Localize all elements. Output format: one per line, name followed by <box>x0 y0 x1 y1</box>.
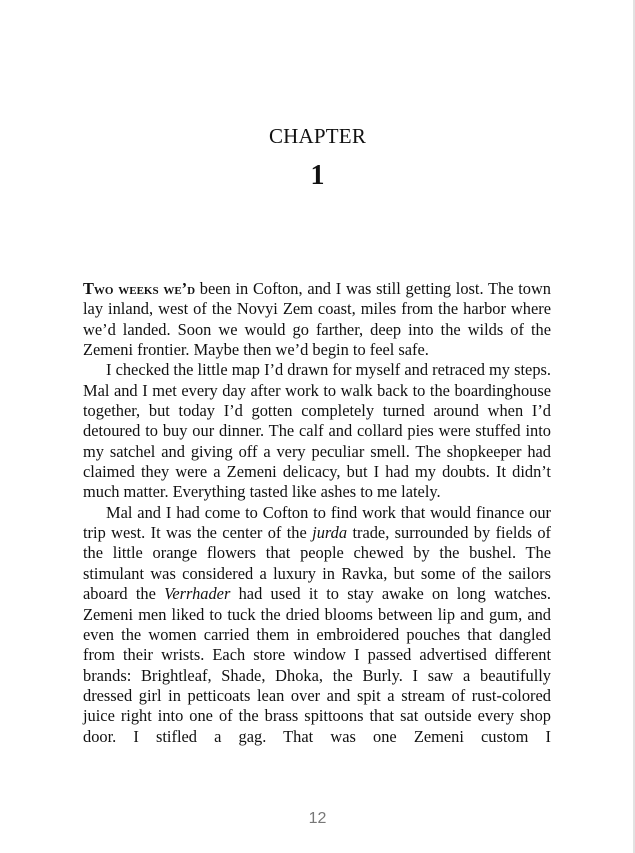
page-number: 12 <box>308 810 327 827</box>
paragraph-2: I checked the little map I’d drawn for myself and retraced my steps. Mal and I met every day after work to walk back to the boardinghouse together, but today I’d gotten completely turned around when I’d detoured to buy our dinner. The calf and collard pies were stuffed into my satchel and giving off a very peculiar smell. The shopkeeper had claimed they were a Zemeni delicacy, but I had my doubts. It didn’t much matter. Everything tasted like ashes to me lately. <box>83 360 551 502</box>
italic-term-jurda: jurda <box>312 523 348 543</box>
lead-in-text: Two weeks we’d <box>83 279 196 298</box>
chapter-label: CHAPTER <box>268 124 367 148</box>
paragraph-3-text-b: trade, surrounded by fields of the little orange flowers that people chewed by the bushel. The stimulant was considered a luxury in Ravka, but some of the sailors aboard the <box>83 523 552 604</box>
italic-ship-name: Verrhader <box>164 584 231 604</box>
chapter-number: 1 <box>310 160 325 191</box>
paragraph-1 <box>83 279 551 360</box>
paragraph-3-text-a: Mal and I had come to Cofton to find work that would finance our trip west. It was the center of the <box>83 502 551 543</box>
chapter-body <box>83 279 551 747</box>
paragraph-3 <box>83 503 551 747</box>
paragraph-3-text-c: had used it to stay awake on long watches. Zemeni men liked to tuck the dried blooms between lip and gum, and even the women carried them in embroidered pouches that dangled from their wrists. Each store window I passed advertised different brands: Brightleaf, Shade, Dhoka, the Burly. I saw a beautifully dressed girl in petticoats lean over and spit a stream of rust-colored juice right into one of the brass spittoons that sat outside every shop door. I stifled a gag. That was one Zemeni custom I <box>83 584 551 746</box>
paragraph-1-text: been in Cofton, and I was still getting lost. The town lay inland, west of the Novyi Zem coast, miles from the harbor where we’d landed. Soon we would go farther, deep into the wilds of the Zemeni frontier. Maybe then we’d begin to feel safe. <box>83 279 551 360</box>
